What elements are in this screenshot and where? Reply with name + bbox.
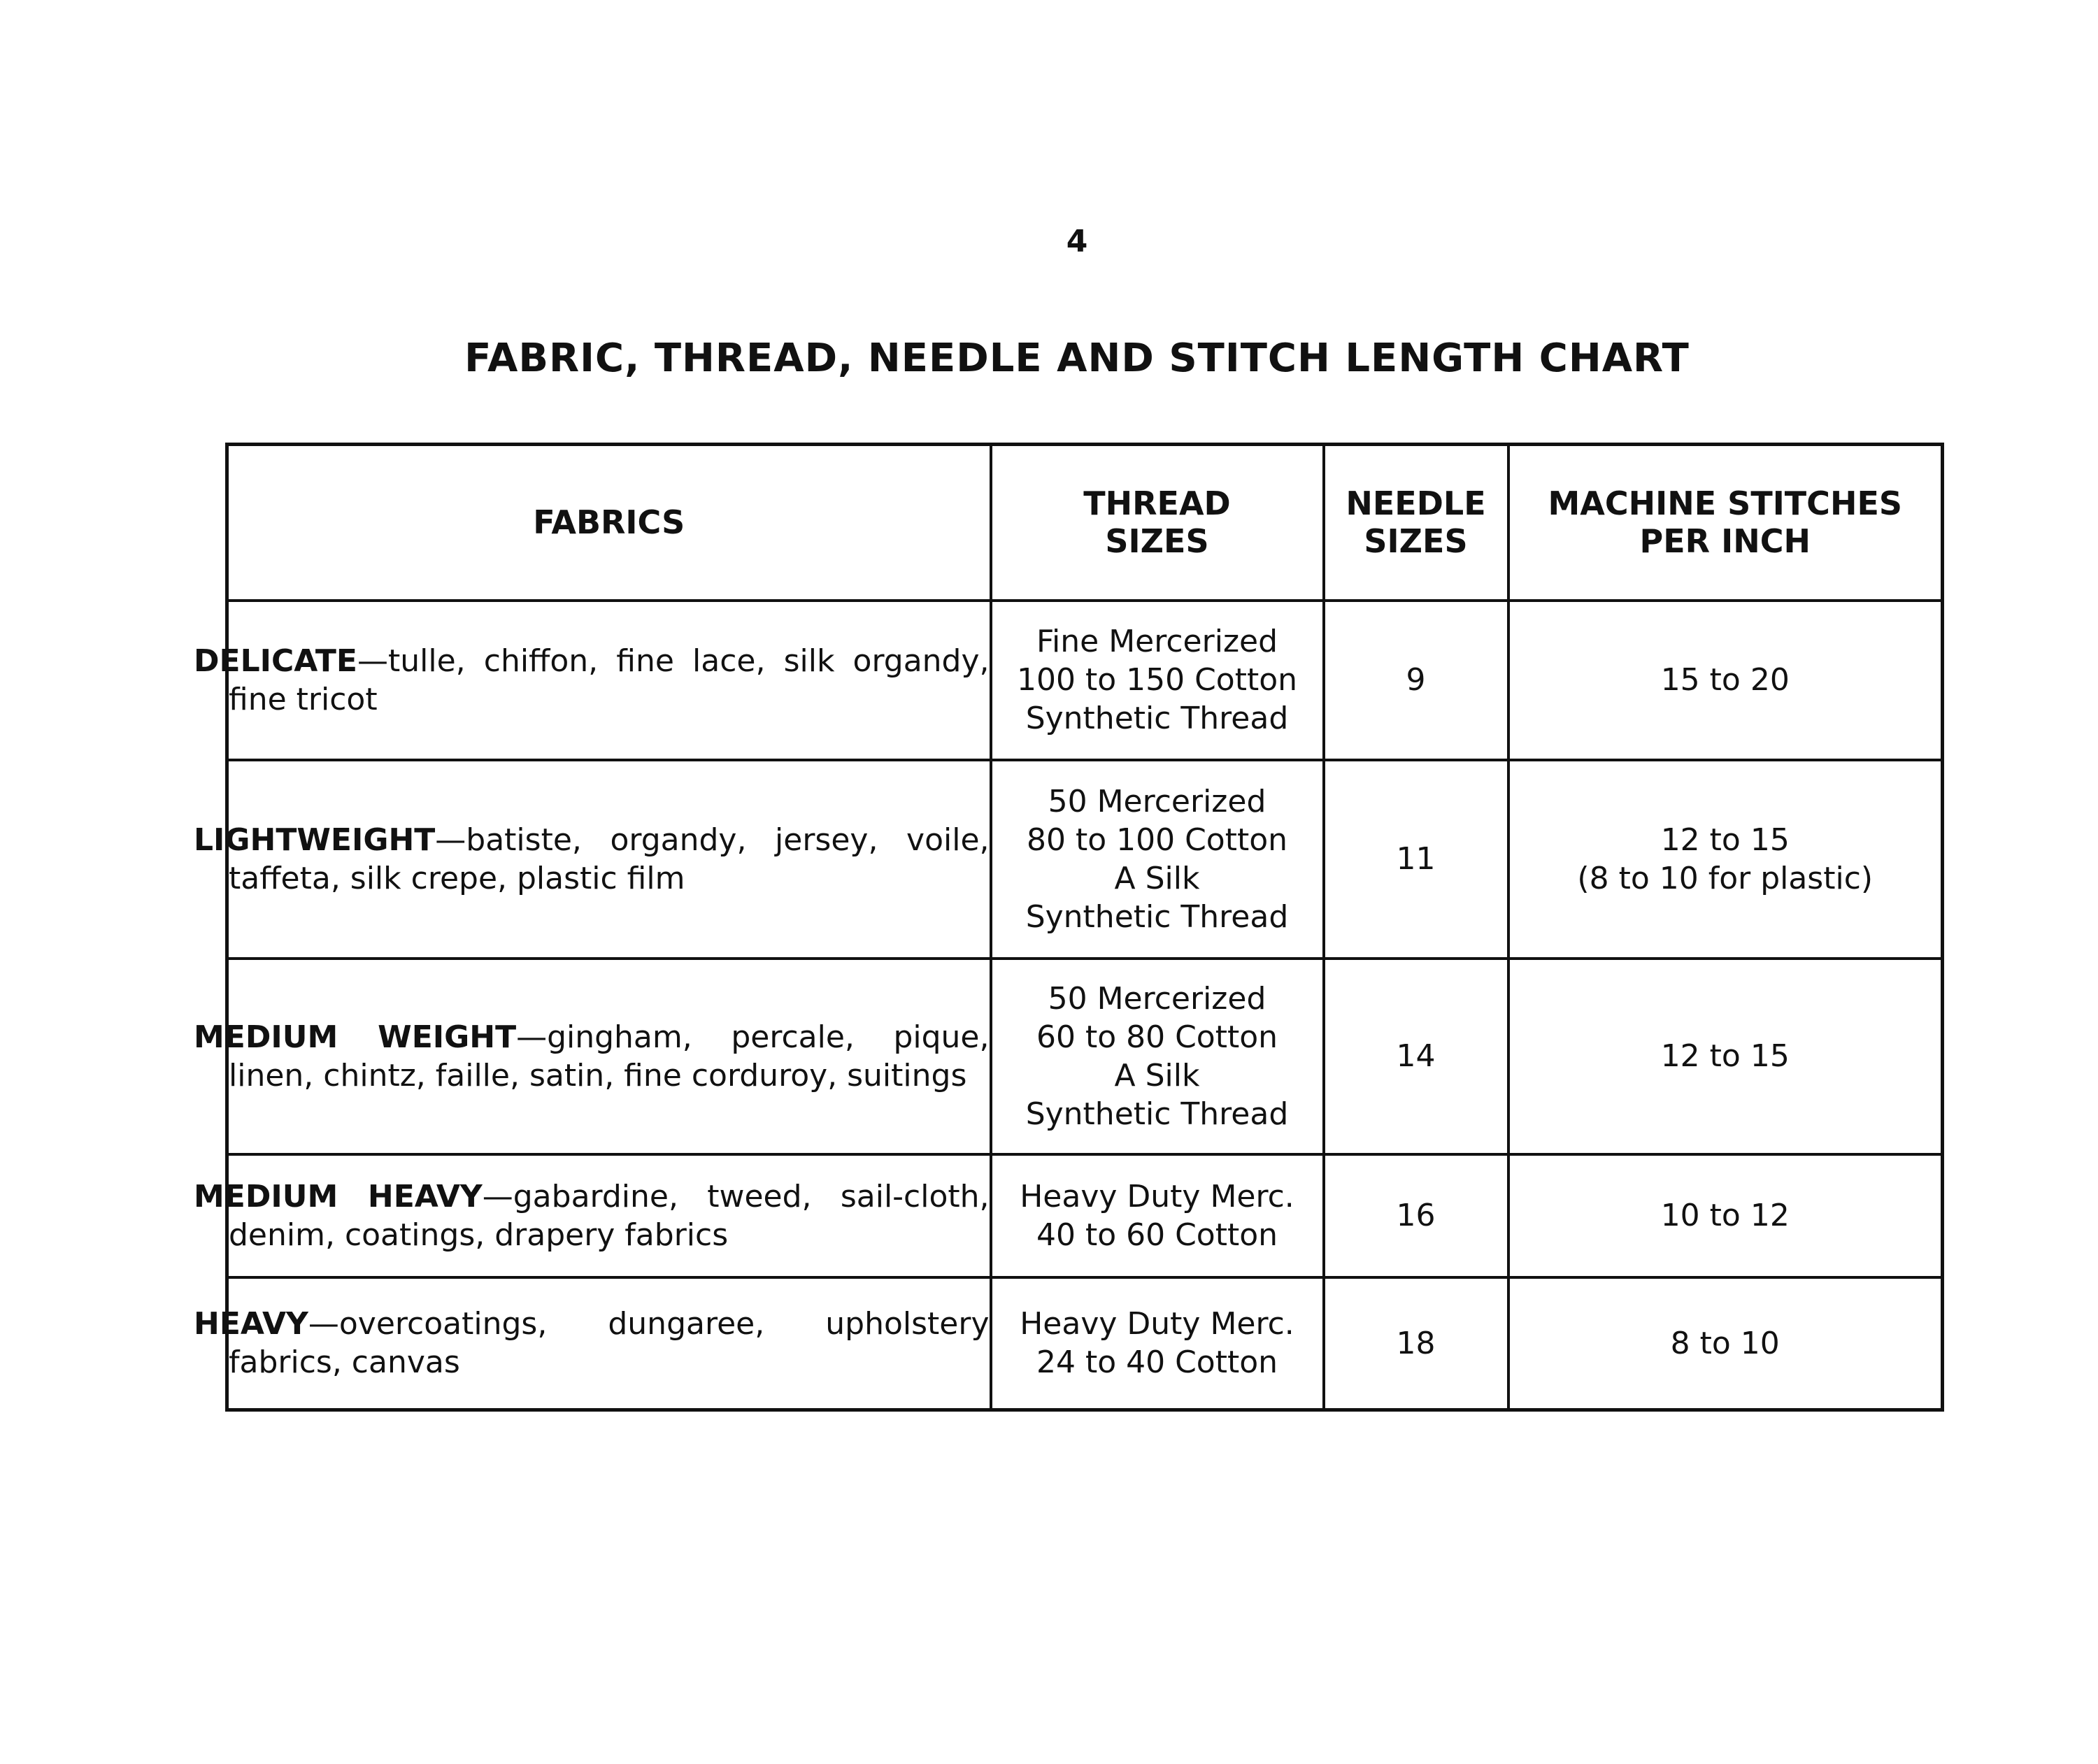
fabric-list: —gabardine, tweed, sail-cloth, denim, coatings, drapery fabrics [229,1178,990,1253]
thread-cell [991,959,1324,1154]
header-fabrics [227,445,991,601]
header-thread-line-1: THREAD [1083,485,1231,523]
thread-line: 80 to 100 Cotton [1026,822,1288,858]
needle-size: 16 [1396,1198,1436,1233]
thread-line: Synthetic Thread [1025,898,1289,935]
thread-cell [991,1277,1324,1410]
header-thread-sizes [991,445,1324,601]
header-thread-line-2: SIZES [1105,522,1209,561]
fabric-list: —overcoatings, dungaree, upholstery fabrics, canvas [229,1306,990,1381]
thread-line: 100 to 150 Cotton [1016,662,1298,698]
needle-size: 18 [1396,1325,1436,1361]
header-row [227,445,1943,601]
thread-line: Heavy Duty Merc. [1020,1306,1294,1342]
table-row-lightweight [227,760,1943,959]
stitch-line: 12 to 15 [1660,822,1790,858]
fabric-kind: HEAVY [194,1306,308,1342]
fabric-kind: MEDIUM WEIGHT [194,1019,517,1055]
thread-line: Synthetic Thread [1025,1096,1289,1132]
table-row-heavy [227,1277,1943,1410]
fabric-cell [194,1154,991,1277]
needle-size: 14 [1396,1038,1436,1074]
header-needle-sizes [1324,445,1508,601]
thread-line: Synthetic Thread [1025,701,1289,736]
needle-cell [1324,959,1508,1154]
table-row-delicate [227,601,1943,760]
thread-line: 40 to 60 Cotton [1036,1217,1278,1253]
table-row-medium-heavy [227,1154,1943,1277]
stitch-cell [1508,959,1943,1154]
needle-size: 9 [1406,662,1426,698]
needle-cell [1324,1277,1508,1410]
fabric-kind: LIGHTWEIGHT [194,822,436,858]
thread-cell [991,760,1324,959]
needle-cell [1324,760,1508,959]
thread-cell [991,1154,1324,1277]
table-row-medium-weight [227,959,1943,1154]
needle-cell [1324,1154,1508,1277]
fabric-cell [194,959,991,1154]
stitch-line: 8 to 10 [1670,1325,1780,1361]
thread-line: 24 to 40 Cotton [1036,1344,1278,1381]
stitch-cell [1508,601,1943,760]
stitch-line: 15 to 20 [1660,662,1790,698]
fabric-cell [194,601,991,760]
thread-line: Fine Mercerized [1036,624,1278,659]
thread-line: A Silk [1114,1057,1200,1093]
fabric-list: —batiste, organdy, jersey, voile, taffeta, silk crepe, plastic film [229,822,990,896]
thread-line: 50 Mercerized [1048,783,1266,819]
page-number: 4 [1066,224,1088,259]
fabric-thread-needle-chart [194,443,1944,1412]
stitch-cell [1508,1154,1943,1277]
header-fabrics-label: FABRICS [533,503,685,542]
needle-size: 11 [1396,841,1436,877]
header-needle-line-2: SIZES [1364,522,1468,561]
stitch-line: 10 to 12 [1660,1198,1790,1233]
thread-cell [991,601,1324,760]
stitch-line: (8 to 10 for plastic) [1577,860,1874,896]
fabric-cell [194,760,991,959]
thread-line: 50 Mercerized [1048,980,1266,1017]
stitch-line: 12 to 15 [1660,1038,1790,1074]
chart-title: FABRIC, THREAD, NEEDLE AND STITCH LENGTH CHART [464,336,1690,381]
fabric-cell [194,1277,991,1410]
header-stitches-per-inch [1508,445,1943,601]
stitch-cell [1508,760,1943,959]
header-stitch-line-1: MACHINE STITCHES [1548,485,1902,523]
thread-line: A Silk [1114,860,1200,896]
fabric-kind: MEDIUM HEAVY [194,1178,483,1214]
thread-line: 60 to 80 Cotton [1036,1019,1278,1055]
thread-line: Heavy Duty Merc. [1020,1178,1294,1214]
fabric-list: —tulle, chiffon, fine lace, silk organdy, fine tricot [229,643,990,717]
fabric-kind: DELICATE [194,643,357,679]
needle-cell [1324,601,1508,760]
fabric-list: —gingham, percale, pique, linen, chintz, faille, satin, fine corduroy, suitings [229,1019,990,1093]
stitch-cell [1508,1277,1943,1410]
header-needle-line-1: NEEDLE [1346,485,1486,523]
header-stitch-line-2: PER INCH [1639,522,1811,561]
